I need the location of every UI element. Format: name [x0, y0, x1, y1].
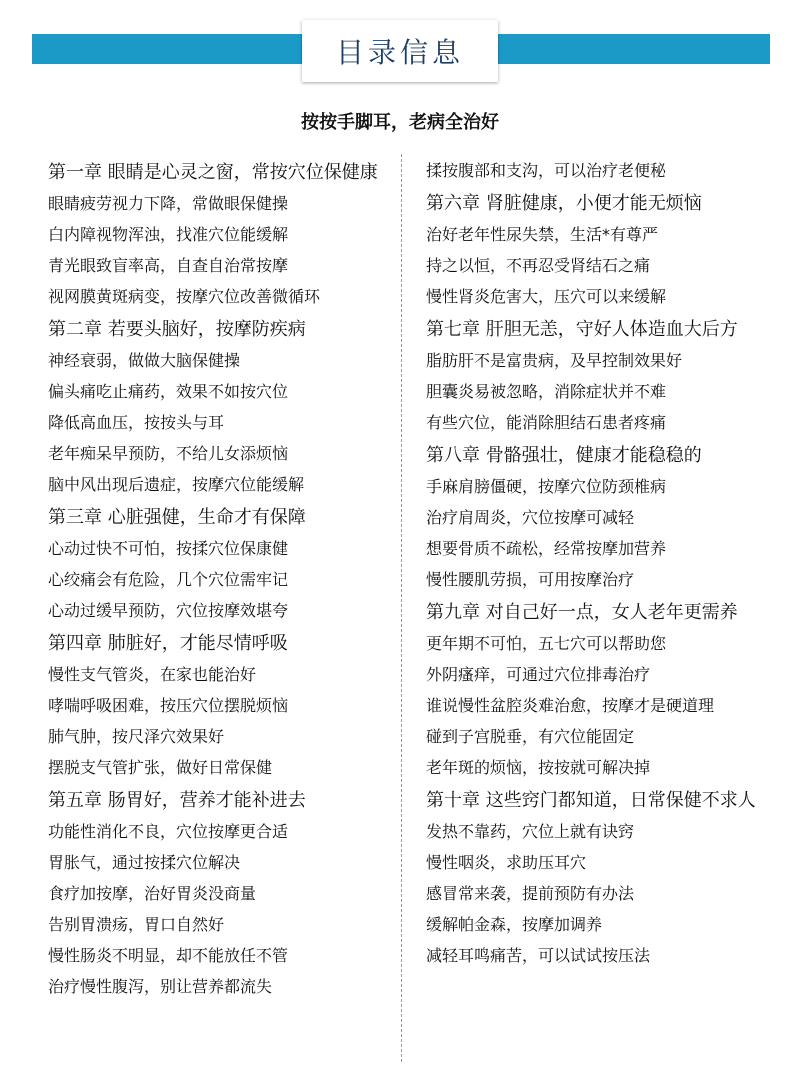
toc-section-item: 视网膜黄斑病变，按摩穴位改善微循环	[48, 287, 321, 306]
toc-section-item: 功能性消化不良，穴位按摩更合适	[48, 822, 289, 841]
toc-left-column	[48, 156, 386, 1003]
toc-section-item: 老年斑的烦恼，按按就可解决掉	[426, 758, 651, 777]
toc-section-item: 慢性咽炎，求助压耳穴	[426, 853, 587, 872]
toc-chapter-heading: 第十章 这些窍门都知道，日常保健不求人	[426, 790, 756, 811]
toc-chapter-heading: 第三章 心脏强健，生命才有保障	[48, 507, 306, 528]
toc-right-column	[426, 156, 762, 972]
toc-section-item: 减轻耳鸣痛苦，可以试试按压法	[426, 946, 651, 965]
toc-section-item: 眼睛疲劳视力下降，常做眼保健操	[48, 194, 289, 213]
toc-section-item: 肺气肿，按尺泽穴效果好	[48, 727, 225, 746]
toc-section-item: 治好老年性尿失禁，生活*有尊严	[426, 225, 659, 244]
toc-section-item: 神经衰弱，做做大脑保健操	[48, 351, 241, 370]
toc-section-item: 胃胀气，通过按揉穴位解决	[48, 853, 241, 872]
toc-section-item: 慢性肠炎不明显，却不能放任不管	[48, 946, 289, 965]
toc-section-item: 白内障视物浑浊，找准穴位能缓解	[48, 225, 289, 244]
toc-section-item: 心动过快不可怕，按揉穴位保康健	[48, 539, 289, 558]
toc-section-item: 脑中风出现后遗症，按摩穴位能缓解	[48, 475, 305, 494]
toc-section-item: 发热不靠药，穴位上就有诀窍	[426, 822, 635, 841]
toc-section-item: 哮喘呼吸困难，按压穴位摆脱烦恼	[48, 696, 289, 715]
toc-section-item: 手麻肩膀僵硬，按摩穴位防颈椎病	[426, 477, 667, 496]
toc-section-item: 降低高血压，按按头与耳	[48, 413, 225, 432]
toc-section-item: 碰到子宫脱垂，有穴位能固定	[426, 727, 635, 746]
toc-section-item: 谁说慢性盆腔炎难治愈，按摩才是硬道理	[426, 696, 715, 715]
toc-chapter-heading: 第五章 肠胃好，营养才能补进去	[48, 790, 306, 811]
toc-chapter-heading: 第六章 肾脏健康，小便才能无烦恼	[426, 193, 702, 214]
toc-section-item: 食疗加按摩，治好胃炎没商量	[48, 884, 257, 903]
toc-section-item: 心绞痛会有危险，几个穴位需牢记	[48, 570, 289, 589]
toc-chapter-heading: 第九章 对自己好一点，女人老年更需养	[426, 602, 738, 623]
toc-section-item: 有些穴位，能消除胆结石患者疼痛	[426, 413, 667, 432]
toc-section-item: 治疗慢性腹泻，别让营养都流失	[48, 977, 273, 996]
toc-section-item: 心动过缓早预防，穴位按摩效堪夸	[48, 601, 289, 620]
toc-chapter-heading: 第四章 肺脏好，才能尽情呼吸	[48, 633, 288, 654]
toc-chapter-heading: 第八章 骨骼强壮，健康才能稳稳的	[426, 445, 702, 466]
header-title-box	[302, 20, 498, 82]
toc-section-item: 胆囊炎易被忽略，消除症状并不难	[426, 382, 667, 401]
toc-section-item: 感冒常来袭，提前预防有办法	[426, 884, 635, 903]
toc-section-item: 持之以恒，不再忍受肾结石之痛	[426, 256, 651, 275]
column-divider	[401, 154, 402, 1062]
toc-chapter-heading: 第二章 若要头脑好，按摩防疾病	[48, 319, 306, 340]
toc-section-item: 青光眼致盲率高，自查自治常按摩	[48, 256, 289, 275]
toc-chapter-heading: 第七章 肝胆无恙，守好人体造血大后方	[426, 319, 738, 340]
toc-chapter-heading: 第一章 眼睛是心灵之窗，常按穴位保健康	[48, 162, 378, 183]
toc-section-item: 脂肪肝不是富贵病，及早控制效果好	[426, 351, 683, 370]
toc-section-item: 想要骨质不疏松，经常按摩加营养	[426, 539, 667, 558]
toc-section-item: 缓解帕金森，按摩加调养	[426, 915, 603, 934]
page-title: 目录信息	[335, 36, 464, 69]
toc-section-item: 偏头痛吃止痛药，效果不如按穴位	[48, 382, 289, 401]
toc-section-item: 更年期不可怕，五七穴可以帮助您	[426, 634, 667, 653]
toc-section-item: 外阴瘙痒，可通过穴位排毒治疗	[426, 665, 651, 684]
toc-section-item: 治疗肩周炎，穴位按摩可减轻	[426, 508, 635, 527]
toc-section-item: 摆脱支气管扩张，做好日常保健	[48, 758, 273, 777]
toc-section-item: 慢性肾炎危害大，压穴可以来缓解	[426, 287, 667, 306]
toc-section-item: 揉按腹部和支沟，可以治疗老便秘	[426, 161, 667, 180]
toc-section-item: 老年痴呆早预防，不给儿女添烦恼	[48, 444, 289, 463]
book-subtitle: 按按手脚耳，老病全治好	[301, 112, 499, 133]
toc-section-item: 告别胃溃疡，胃口自然好	[48, 915, 225, 934]
toc-section-item: 慢性支气管炎，在家也能治好	[48, 665, 257, 684]
toc-section-item: 慢性腰肌劳损，可用按摩治疗	[426, 570, 635, 589]
